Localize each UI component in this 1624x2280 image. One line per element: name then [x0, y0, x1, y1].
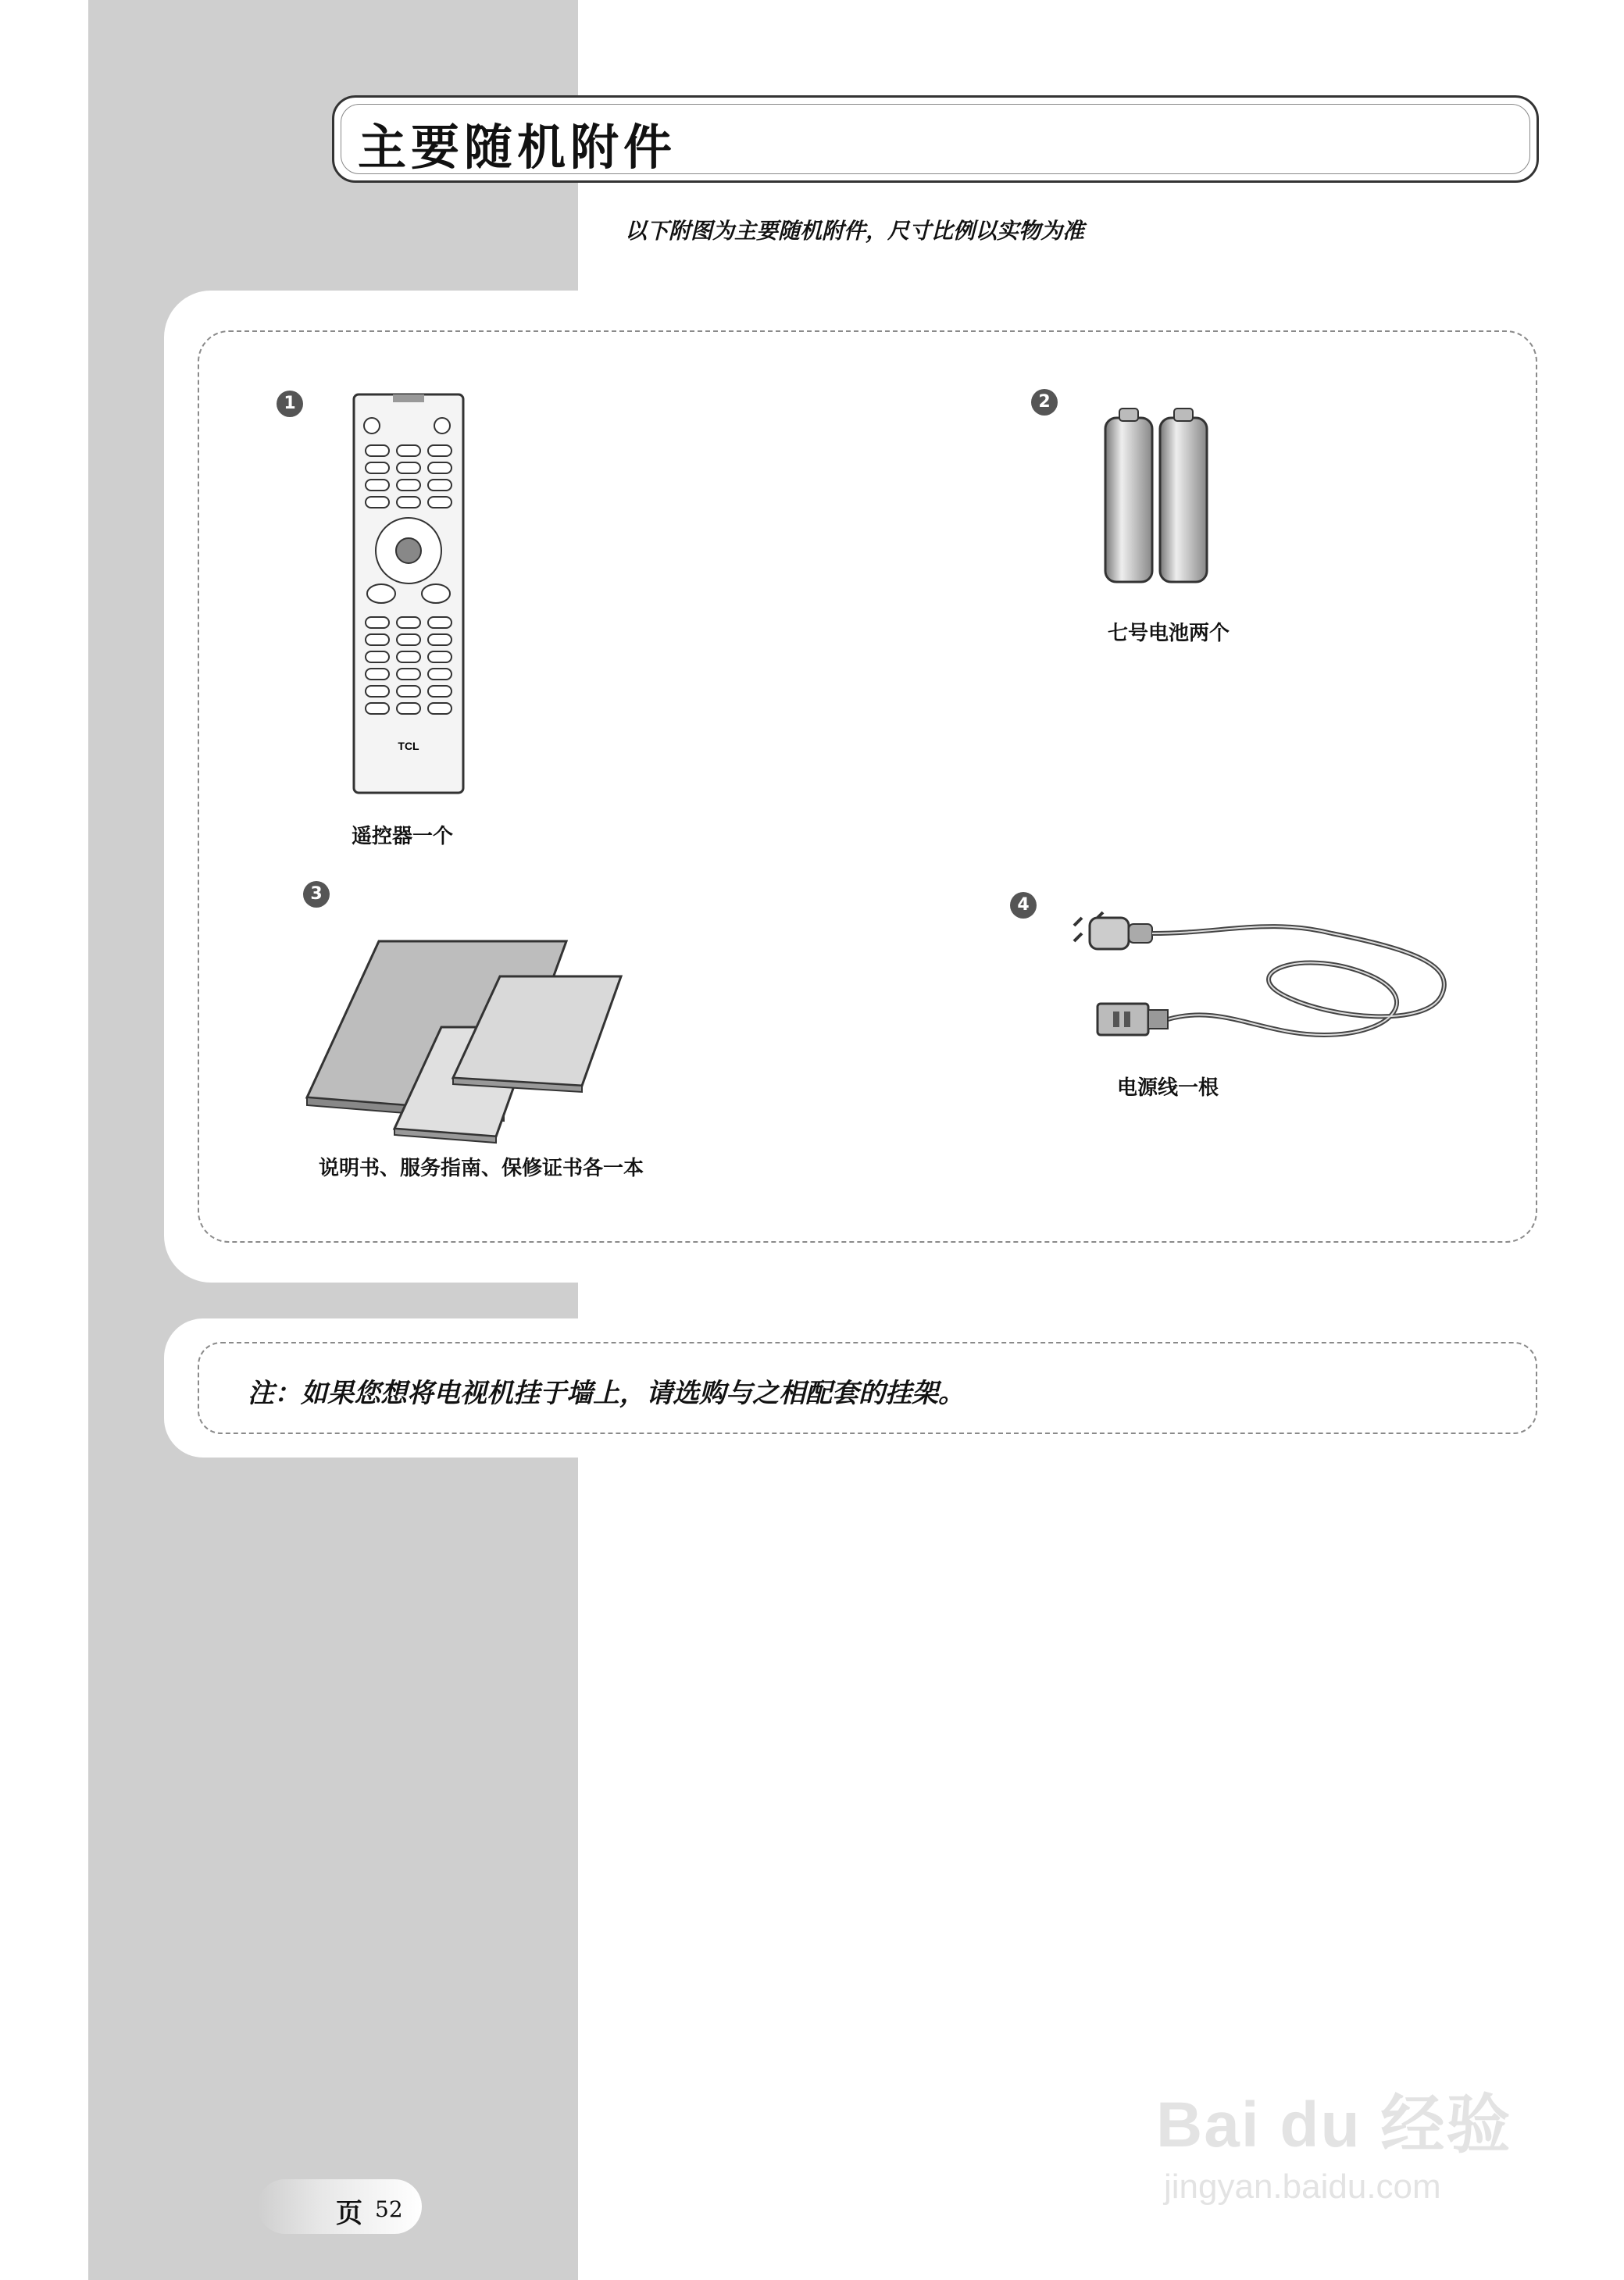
page-label: 页: [336, 2198, 362, 2229]
aaa-batteries-icon: [1098, 402, 1215, 590]
item-caption-3: 说明书、服务指南、保修证书各一本: [319, 1157, 644, 1180]
manual-booklets-icon: [301, 933, 629, 1144]
baidu-watermark-logo: Bai du 经验: [1156, 2089, 1512, 2160]
title-box: [332, 95, 1539, 183]
item-caption-1: 遥控器一个: [352, 825, 454, 848]
power-cord-icon: [1066, 902, 1465, 1058]
item-caption-4: 电源线一根: [1117, 1076, 1219, 1100]
page-number-pill: [258, 2179, 422, 2234]
page-subtitle: 以下附图为主要随机附件，尺寸比例以实物为准: [625, 218, 1085, 244]
item-caption-2: 七号电池两个: [1108, 622, 1230, 645]
item-number-3: 3: [303, 881, 330, 908]
remote-control-icon: [350, 391, 467, 797]
item-number-4: 4: [1010, 892, 1037, 919]
page-number: 52: [375, 2196, 403, 2222]
item-number-2: 2: [1031, 389, 1058, 416]
note-panel: [198, 1342, 1537, 1434]
page-title: 主要随机附件: [358, 119, 677, 176]
item-number-1: 1: [277, 391, 303, 417]
note-text: 注：如果您想将电视机挂于墙上，请选购与之相配套的挂架。: [248, 1378, 965, 1409]
baidu-watermark-url: jingyan.baidu.com: [1164, 2168, 1441, 2206]
remote-brand-label: TCL: [398, 740, 419, 752]
